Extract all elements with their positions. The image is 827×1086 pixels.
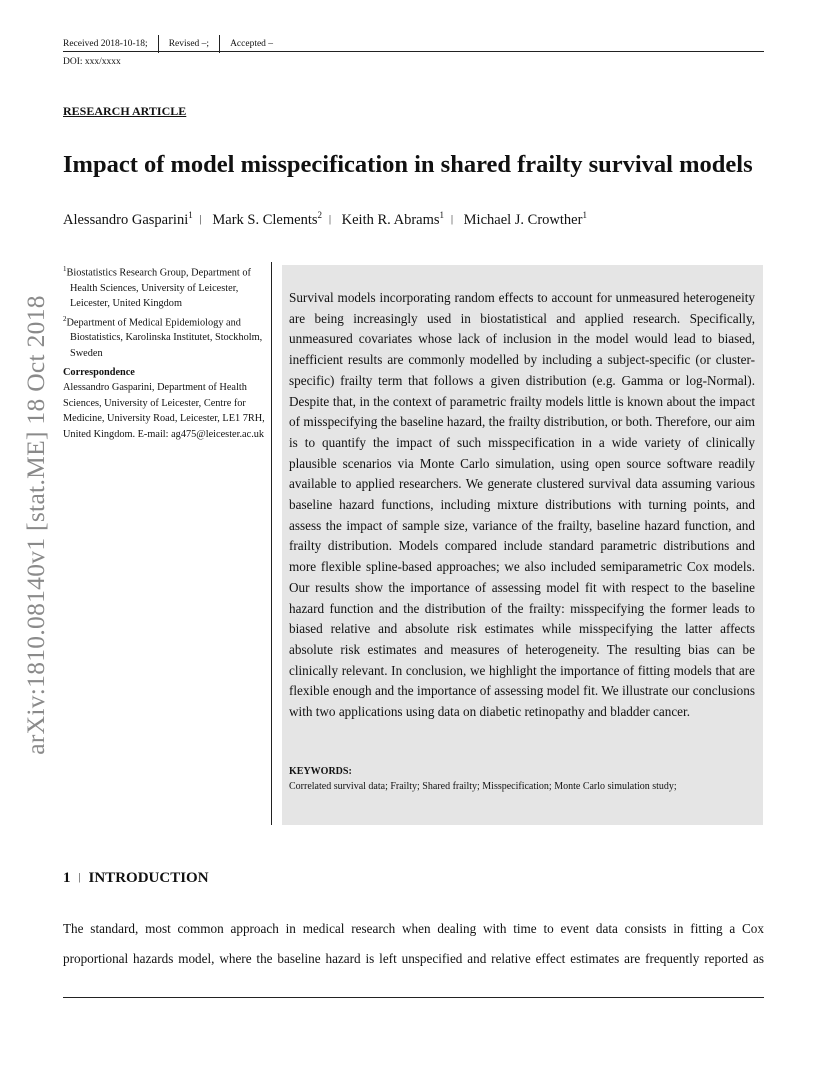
separator: | — [329, 213, 332, 225]
separator: | — [451, 213, 454, 225]
author: Michael J. Crowther — [463, 211, 583, 228]
affiliation-mark: 1 — [188, 210, 193, 220]
footer-rule — [63, 997, 764, 998]
keywords: Correlated survival data; Frailty; Shared frailty; Misspecification; Monte Carlo simulation study; — [289, 781, 677, 792]
author: Keith R. Abrams — [341, 211, 440, 228]
affiliations — [63, 262, 268, 361]
correspondence-text: Alessandro Gasparini, Department of Health Sciences, University of Leicester, Centre for Medicine, University Road, Leicester, LE1 7RH, United Kingdom. E-mail: ag475@leicester.ac.uk — [63, 382, 265, 440]
affiliation-text: Biostatistics Research Group, Department of Health Sciences, University of Leicester, Leicester, United Kingdom — [66, 267, 251, 310]
correspondence-heading: Correspondence — [63, 367, 135, 378]
affiliation-number: 2 — [63, 314, 67, 323]
arxiv-stamp: arXiv:1810.08140v1 [stat.ME] 18 Oct 2018 — [21, 295, 50, 755]
doi: DOI: xxx/xxxx — [63, 57, 121, 67]
section-number: 1 — [63, 870, 71, 886]
paper-title: Impact of model misspecification in shared frailty survival models — [63, 151, 753, 178]
column-divider — [271, 262, 272, 825]
abstract: Survival models incorporating random effects to account for unmeasured heterogeneity are being increasingly used in biostatistical and applied research. Specifically, unmeasured covariates whose lack of inclusion in the model would lead to biased, inefficient results are commonly modelled by including a subject-specific (or cluster-specific) frailty term that follows a given distribution (e.g. Gamma or log-Normal). Despite that, in the context of parametric frailty models little is known about the impact of misspecifying the baseline hazard, the frailty distribution, or both. Therefore, our aim is to quantify the impact of such misspecification in a wide variety of clinically plausible scenarios via Monte Carlo simulation, using open source software readily available to applied researchers. We generate clustered survival data assuming various baseline hazard functions, including mixture distributions with turning points, and assess the impact of sample size, variance of the frailty, baseline hazard function, and frailty distribution. Models compared include standard parametric distributions and more flexible spline-based approaches; we also included semiparametric Cox models. Our results show the importance of assessing model fit with respect to the baseline hazard function and the distribution of the frailty: misspecifying the former leads to biased relative and absolute risk estimates while misspecifying the latter affects absolute risk estimates and measures of heterogeneity. The resulting bias can be clinically relevant. In conclusion, we highlight the importance of fitting models that are flexible enough and the importance of assessing model fit. We illustrate our conclusions with two applications using data on diabetic retinopathy and bladder cancer. — [289, 290, 755, 720]
section-title: INTRODUCTION — [88, 870, 209, 886]
separator: | — [199, 213, 202, 225]
author: Alessandro Gasparini — [63, 211, 189, 228]
affiliation-text: Department of Medical Epidemiology and Biostatistics, Karolinska Institutet, Stockholm, Sweden — [66, 317, 263, 359]
affiliation-mark: 2 — [317, 210, 322, 220]
intro-paragraph: The standard, most common approach in medical research when dealing with time to event data consists in fitting a Cox proportional hazards model, where the baseline hazard is left unspecified and relative effect estimates are frequently reported as — [63, 921, 764, 966]
separator: | — [78, 872, 81, 883]
affiliation-mark: 1 — [582, 210, 587, 220]
author: Mark S. Clements — [212, 211, 318, 228]
correspondence — [63, 365, 268, 442]
section-heading — [63, 870, 209, 887]
article-type: RESEARCH ARTICLE — [63, 104, 187, 118]
author-list — [63, 210, 587, 229]
affiliation-number: 1 — [63, 265, 67, 273]
affiliation-mark: 1 — [439, 210, 445, 220]
header-rule — [63, 51, 764, 52]
revised-date: Revised –; — [168, 39, 210, 49]
received-date: Received 2018-10-18; — [63, 39, 148, 49]
affiliation — [63, 312, 268, 362]
keywords-heading: KEYWORDS: — [289, 766, 352, 777]
affiliation — [63, 262, 268, 312]
accepted-date: Accepted – — [230, 39, 274, 49]
